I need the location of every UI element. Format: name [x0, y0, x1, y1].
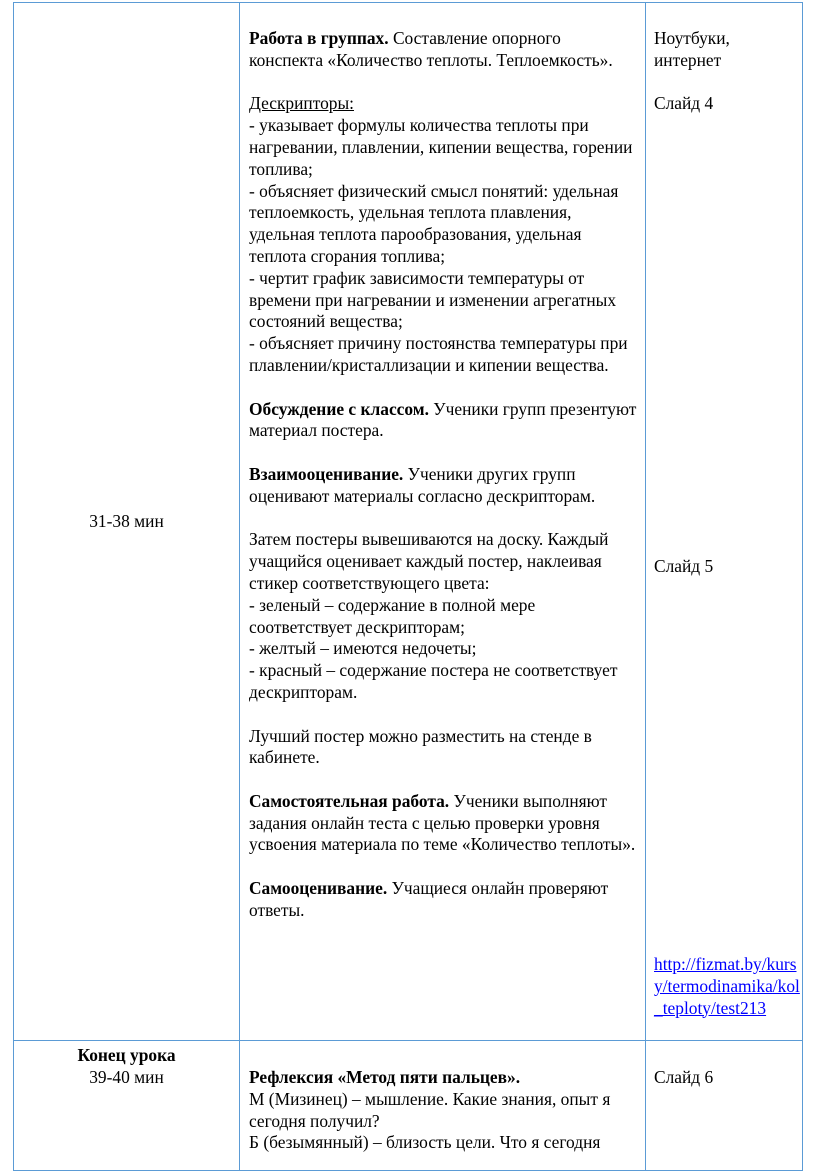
sticker-item: - желтый – имеются недочеты;: [249, 638, 477, 659]
descriptor-item: - объясняет физический смысл понятий: удельная теплоемкость, удельная теплота плавления, удельная теплота парообразования, удельная теплота сгорания топлива;: [249, 180, 619, 266]
discussion-text: Ученики групп презентуют материал постера.: [249, 398, 637, 441]
descriptor-item: - объясняет причину постоянства температуры при плавлении/кристаллизации и кипении вещества.: [249, 333, 628, 375]
reflection-line: М (Мизинец) – мышление. Какие знания, опыт я сегодня получил?: [249, 1088, 611, 1131]
laptops-resource: Ноутбуки, интернет: [654, 28, 730, 70]
sticker-item: - красный – содержание постера не соответствует дескрипторам.: [249, 660, 618, 702]
self-assessment-paragraph: [249, 878, 637, 922]
table-row: [14, 1041, 803, 1171]
reflection-resources-cell: [646, 1041, 803, 1171]
peer-assessment-text: Ученики других групп оценивают материалы согласно дескрипторам.: [249, 463, 596, 506]
time-cell: [14, 3, 240, 1041]
slide-4-label: Слайд 4: [654, 93, 714, 114]
online-test-link[interactable]: http://fizmat.by/kursy/termodinamika/kol_teploty/test213: [654, 954, 800, 1018]
sticker-item: - зеленый – содержание в полной мере соответствует дескрипторам;: [249, 594, 536, 637]
time-label: 31-38 мин: [89, 510, 164, 531]
lesson-end-heading: Конец урока: [77, 1045, 176, 1065]
lesson-end-cell: [14, 1041, 240, 1171]
best-poster-text: Лучший постер можно разместить на стенде в кабинете.: [249, 725, 592, 768]
descriptor-item: - указывает формулы количества теплоты при нагревании, плавлении, кипении вещества, горении топлива;: [249, 115, 633, 179]
descriptor-item: - чертит график зависимости температуры от времени при нагревании и изменении агрегатных состояний вещества;: [249, 267, 617, 332]
lesson-plan-table: [13, 2, 803, 1171]
peer-assessment-heading: Взаимооценивание.: [249, 463, 404, 484]
posters-intro: Затем постеры вывешиваются на доску. Каждый учащийся оценивает каждый постер, наклеивая стикер соответствующего цвета:: [249, 529, 609, 593]
group-work-heading: Работа в группах.: [249, 28, 389, 48]
self-assessment-heading: Самооценивание.: [249, 878, 388, 899]
discussion-heading: Обсуждение с классом.: [249, 398, 429, 419]
slide-6-label: Слайд 6: [654, 1067, 714, 1087]
independent-work-text: Ученики выполняют задания онлайн теста с целью проверки уровня усвоения материала по теме «Количество теплоты».: [249, 790, 636, 855]
group-work-paragraph: [249, 28, 637, 72]
lesson-end-time: 39-40 мин: [89, 1066, 164, 1087]
resources-cell: [646, 3, 803, 1041]
reflection-cell: [240, 1041, 646, 1171]
discussion-paragraph: [249, 399, 637, 443]
table-row: [14, 3, 803, 1041]
descriptors-heading: Дескрипторы:: [249, 93, 354, 114]
slide-5-label: Слайд 5: [654, 556, 714, 576]
peer-assessment-paragraph: [249, 464, 637, 508]
reflection-line: Б (безымянный) – близость цели. Что я сегодня: [249, 1132, 601, 1153]
activities-cell: [240, 3, 646, 1041]
reflection-heading: Рефлексия «Метод пяти пальцев».: [249, 1067, 521, 1087]
independent-work-heading: Самостоятельная работа.: [249, 790, 450, 811]
independent-work-paragraph: [249, 791, 637, 856]
self-assessment-text: Учащиеся онлайн проверяют ответы.: [249, 878, 609, 920]
group-work-text: Составление опорного конспекта «Количество теплоты. Теплоемкость».: [249, 28, 613, 70]
